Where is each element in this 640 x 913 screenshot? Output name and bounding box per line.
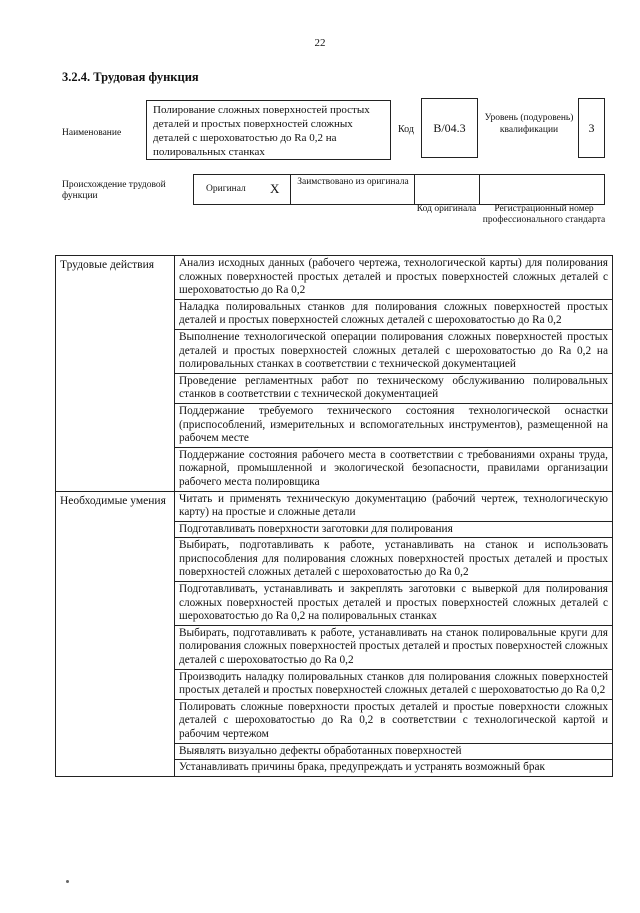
reg-number-cell [480, 175, 604, 204]
page-number: 22 [314, 37, 326, 49]
item-cell: Подготавливать поверхности заготовки для полирования [175, 521, 613, 538]
kod-label: Код [398, 124, 414, 135]
scan-dot [66, 880, 69, 883]
item-cell: Поддержание состояния рабочего места в соответствии с требованиями охраны труда, пожарной, промышленной и экологической безопасности, правилами организации рабочего места полировщика [175, 447, 613, 491]
item-cell: Наладка полировальных станков для полирования сложных поверхностей простых деталей и простых поверхностей сложных деталей с шероховатостью до Ra 0,2 [175, 299, 613, 329]
code-original-label: Код оригинала [416, 204, 477, 214]
code-box: B/04.3 [421, 98, 478, 158]
origin-row [193, 174, 605, 205]
original-label: Оригинал [206, 184, 246, 194]
borrowed-cell [291, 175, 415, 204]
level-box: 3 [578, 98, 605, 158]
section-title-cell: Трудовые действия [56, 256, 175, 492]
item-cell: Читать и применять техническую документацию (рабочий чертеж, технологическую карту) на простые и сложные детали [175, 491, 613, 521]
functions-table [55, 255, 613, 777]
item-cell: Устанавливать причины брака, предупреждать и устранять возможный брак [175, 760, 613, 777]
item-cell: Выбирать, подготавливать к работе, устанавливать на станок полировальные круги для полирования сложных поверхностей простых деталей и простых поверхностей сложных деталей с шероховатостью до Ra 0,2 [175, 625, 613, 669]
section-title-cell: Необходимые умения [56, 491, 175, 776]
section-title: 3.2.4. Трудовая функция [62, 70, 199, 84]
item-cell: Подготавливать, устанавливать и закреплять заготовки с выверкой для полирования сложных поверхностей простых деталей и простых поверхностей сложных деталей с шероховатостью до Ra 0,2 на полировальных станках [175, 582, 613, 626]
naimenovanie-label: Наименование [62, 128, 122, 138]
reg-number-label: Регистрационный номер профессионального стандарта [482, 204, 606, 225]
item-cell: Полировать сложные поверхности простых деталей и простые поверхности сложных деталей с шероховатостью до Ra 0,2 в соответствии с технологической картой и рабочим чертежом [175, 699, 613, 743]
item-cell: Поддержание требуемого технического состояния технологической оснастки (приспособлений, измерительных и вспомогательных инструментов), размещенной на рабочем месте [175, 403, 613, 447]
origin-label: Происхождение трудовой функции [62, 180, 166, 201]
item-cell: Производить наладку полировальных станков для полирования сложных поверхностей простых деталей и простых поверхностей сложных деталей с шероховатостью до Ra 0,2 [175, 669, 613, 699]
item-cell: Выявлять визуально дефекты обработанных поверхностей [175, 743, 613, 760]
level-label: Уровень (подуровень) квалификации [484, 113, 574, 135]
original-cell [194, 175, 291, 204]
original-mark: X [270, 181, 280, 196]
item-cell: Выбирать, подготавливать к работе, устанавливать на станок и использовать приспособления для полирования сложных поверхностей простых деталей и простых поверхностей сложных деталей с шероховатостью до Ra 0,2 [175, 538, 613, 582]
item-cell: Выполнение технологической операции полирования сложных поверхностей простых деталей и простых поверхностей сложных деталей с шероховатостью до Ra 0,2 на полировальных станках в соответствии с технической документацией [175, 329, 613, 373]
function-name-box: Полирование сложных поверхностей простых деталей и простых поверхностей сложных деталей с шероховатостью до Ra 0,2 на полировальных станках [146, 100, 391, 160]
item-cell: Анализ исходных данных (рабочего чертежа, технологической карты) для полирования сложных поверхностей простых деталей и простых поверхностей сложных деталей с шероховатостью до Ra 0,2 [175, 256, 613, 300]
code-original-cell [415, 175, 480, 204]
table-row [56, 256, 613, 300]
borrowed-label: Заимствовано из оригинала [297, 177, 409, 187]
item-cell: Проведение регламентных работ по техническому обслуживанию полировальных станков в соответствии с технической документацией [175, 373, 613, 403]
table-row [56, 491, 613, 521]
